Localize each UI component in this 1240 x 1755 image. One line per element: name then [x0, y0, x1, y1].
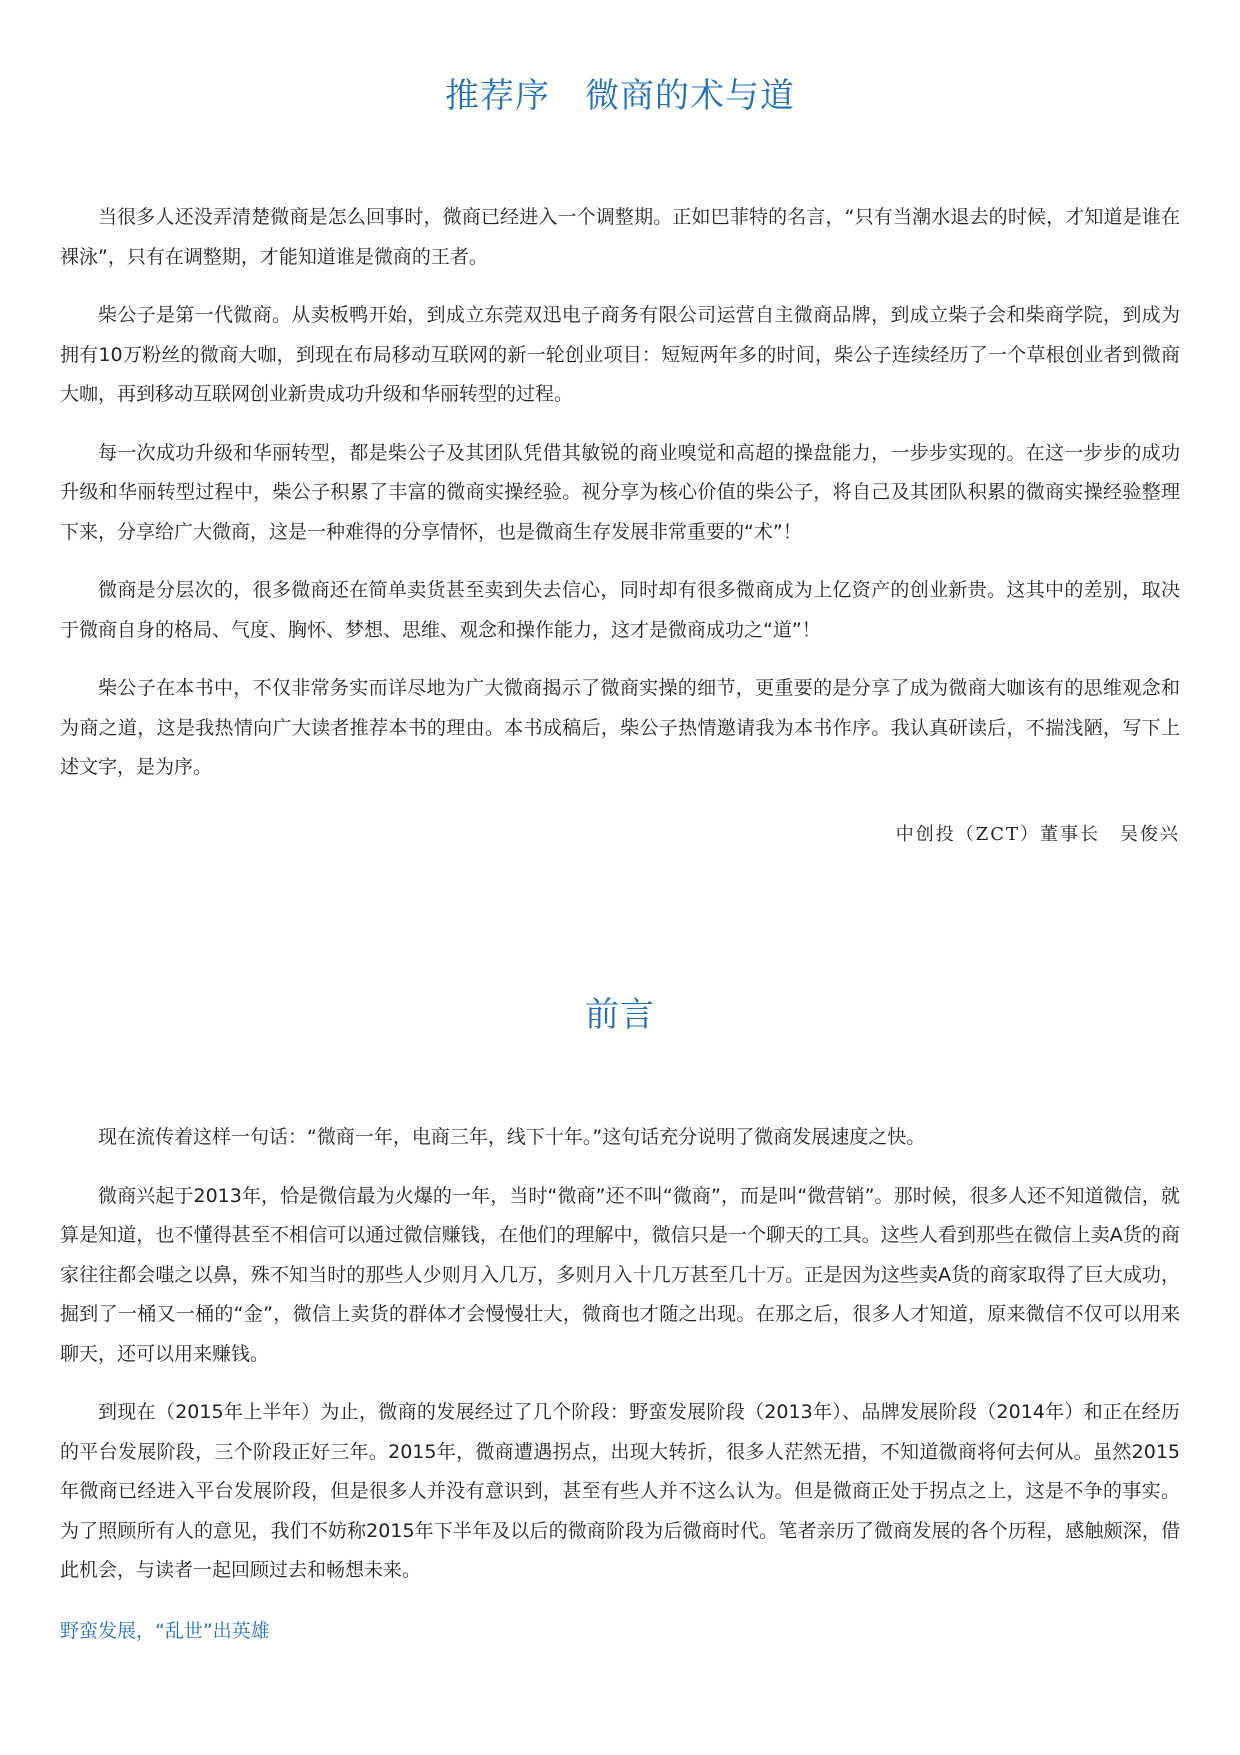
foreword-paragraph-2: 微商兴起于2013年，恰是微信最为火爆的一年，当时“微商”还不叫“微商”，而是叫“微营销”。那时候，很多人还不知道微信，就算是知道，也不懂得甚至不相信可以通过微信赚钱，在他们的理解中，微信只是一个聊天的工具。这些人看到那些在微信上卖A货的商家往往都会嗤之以鼻，殊不知当时的那些人少则月入几万，多则月入十几万甚至几十万。正是因为这些卖A货的商家取得了巨大成功，掘到了一桶又一桶的“金”，微信上卖货的群体才会慢慢壮大，微商也才随之出现。在那之后，很多人才知道，原来微信不仅可以用来聊天，还可以用来赚钱。: [60, 1184, 1180, 1365]
foreword-paragraph-1: 现在流传着这样一句话：“微商一年，电商三年，线下十年。”这句话充分说明了微商发展速度之快。: [98, 1126, 926, 1148]
foreword-paragraph-3: 到现在（2015年上半年）为止，微商的发展经过了几个阶段：野蛮发展阶段（2013年）、品牌发展阶段（2014年）和正在经历的平台发展阶段，三个阶段正好三年。2015年，微商遭遇拐点，出现大转折，很多人茫然无措，不知道微商将何去何从。虽然2015年微商已经进入平台发展阶段，但是很多人并没有意识到，甚至有些人并不这么认为。但是微商正处于拐点之上，这是不争的事实。为了照顾所有人的意见，我们不妨称2015年下半年及以后的微商阶段为后微商时代。笔者亲历了微商发展的各个历程，感触颇深，借此机会，与读者一起回顾过去和畅想未来。: [60, 1401, 1180, 1581]
preface-signature: 中创投（ZCT）董事长 吴俊兴: [895, 824, 1180, 845]
preface-body: [60, 198, 1180, 807]
preface-paragraph-1: 当很多人还没弄清楚微商是怎么回事时，微商已经进入一个调整期。正如巴菲特的名言，“只有当潮水退去的时候，才知道是谁在裸泳”，只有在调整期，才能知道谁是微商的王者。: [60, 206, 1180, 268]
preface-paragraph-3: 每一次成功升级和华丽转型，都是柴公子及其团队凭借其敏锐的商业嗅觉和高超的操盘能力，一步步实现的。在这一步步的成功升级和华丽转型过程中，柴公子积累了丰富的微商实操经验。视分享为核心价值的柴公子，将自己及其团队积累的微商实操经验整理下来，分享给广大微商，这是一种难得的分享情怀，也是微商生存发展非常重要的“术”！: [60, 441, 1180, 543]
foreword-body: [60, 1118, 1180, 1610]
preface-paragraph-5: 柴公子在本书中，不仅非常务实而详尽地为广大微商揭示了微商实操的细节，更重要的是分享了成为微商大咖该有的思维观念和为商之道，这是我热情向广大读者推荐本书的理由。本书成稿后，柴公子热情邀请我为本书作序。我认真研读后，不揣浅陋，写下上述文字，是为序。: [60, 677, 1180, 778]
preface-paragraph-4: 微商是分层次的，很多微商还在简单卖货甚至卖到失去信心，同时却有很多微商成为上亿资产的创业新贵。这其中的差别，取决于微商自身的格局、气度、胸怀、梦想、思维、观念和操作能力，这才是微商成功之“道”！: [60, 579, 1180, 641]
preface-paragraph-2: 柴公子是第一代微商。从卖板鸭开始，到成立东莞双迅电子商务有限公司运营自主微商品牌，到成立柴子会和柴商学院，到成为拥有10万粉丝的微商大咖，到现在布局移动互联网的新一轮创业项目：短短两年多的时间，柴公子连续经历了一个草根创业者到微商大咖，再到移动互联网创业新贵成功升级和华丽转型的过程。: [60, 304, 1180, 405]
foreword-title: 前言: [585, 995, 655, 1035]
section-subheading: 野蛮发展，“乱世”出英雄: [60, 1620, 270, 1642]
preface-title: 推荐序 微商的术与道: [445, 76, 795, 116]
